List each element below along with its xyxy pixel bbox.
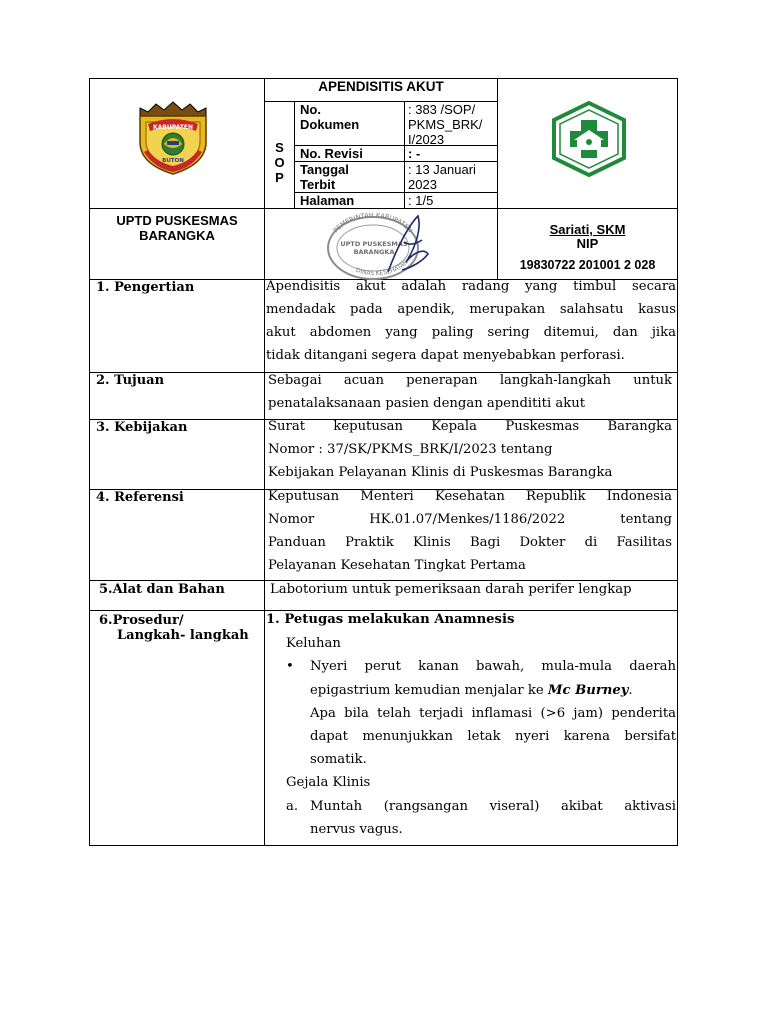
pengertian-line: akut abdomen yang paling sering ditemui, dan jika bbox=[266, 325, 676, 340]
referensi-line: Panduan Praktik Klinis Bagi Dokter di Fasilitas bbox=[268, 535, 672, 550]
keluhan-heading: Keluhan bbox=[286, 636, 341, 651]
signer-nip-label: NIP bbox=[576, 236, 599, 251]
no-revisi-label: No. Revisi bbox=[300, 146, 363, 161]
org-name-line2: BARANGKA bbox=[139, 228, 215, 243]
pengertian-line: Apendisitis akut adalah radang yang timbul secara bbox=[266, 279, 676, 294]
no-revisi-value: : - bbox=[408, 146, 421, 161]
header-mid-divider bbox=[89, 208, 678, 209]
no-dokumen-label: No. Dokumen bbox=[300, 102, 360, 132]
no-dokumen-value: : 383 /SOP/ PKMS_BRK/ I/2023 bbox=[408, 102, 483, 147]
kebijakan-line: Surat keputusan Kepala Puskesmas Barangka bbox=[268, 419, 672, 434]
official-stamp bbox=[318, 210, 438, 282]
signer-name: Sariati, SKM bbox=[549, 222, 626, 237]
column-divider bbox=[264, 78, 265, 846]
pengertian-label: 1. Pengertian bbox=[96, 280, 195, 295]
referensi-line: Keputusan Menteri Kesehatan Republik Indonesia bbox=[268, 489, 672, 504]
sop-letter-p: P bbox=[275, 170, 284, 185]
org-name-line1: UPTD PUSKESMAS bbox=[116, 213, 238, 228]
referensi-line: Nomor HK.01.07/Menkes/1186/2022 tentang bbox=[268, 512, 672, 527]
table-border-right bbox=[677, 78, 678, 846]
halaman-value: : 1/5 bbox=[408, 193, 434, 208]
bullet-line: Apa bila telah terjadi inflamasi (>6 jam) penderita bbox=[310, 706, 676, 721]
gejala-heading: Gejala Klinis bbox=[286, 775, 371, 790]
halaman-label: Halaman bbox=[300, 193, 355, 208]
svg-text:PEMERINTAH KABUPATEN: PEMERINTAH KABUPATEN bbox=[331, 211, 415, 235]
tujuan-label: 2. Tujuan bbox=[96, 373, 165, 388]
table-border-bottom bbox=[89, 845, 678, 846]
svg-text:DINAS KESEHATAN: DINAS KESEHATAN bbox=[354, 258, 410, 278]
sop-letter-o: O bbox=[274, 155, 285, 170]
row-divider-6 bbox=[89, 610, 678, 611]
kebijakan-line: Kebijakan Pelayanan Klinis di Puskesmas Barangka bbox=[268, 465, 613, 480]
kebijakan-label: 3. Kebijakan bbox=[96, 420, 188, 435]
svg-text:KABUPATEN: KABUPATEN bbox=[153, 124, 193, 131]
svg-text:BARANGKA: BARANGKA bbox=[353, 248, 395, 256]
row-divider-5 bbox=[89, 580, 678, 581]
tujuan-line: penatalaksanaan pasien dengan apendititi akut bbox=[268, 396, 586, 411]
bullet-line: dapat menunjukkan letak nyeri karena bersifat bbox=[310, 729, 676, 744]
tanggal-terbit-label: Tanggal Terbit bbox=[300, 162, 349, 192]
alat-bahan-label: 5.Alat dan Bahan bbox=[99, 582, 225, 597]
prosedur-label-line1: 6.Prosedur/ bbox=[99, 613, 184, 628]
puskesmas-logo bbox=[549, 100, 629, 178]
tujuan-line: Sebagai acuan penerapan langkah-langkah untuk bbox=[268, 373, 672, 388]
pengertian-line: tidak ditangani segera dapat menyebabkan perforasi. bbox=[266, 348, 625, 363]
sop-letter-s: S bbox=[275, 140, 284, 155]
svg-text:BUTON: BUTON bbox=[162, 158, 184, 164]
item-a-line: Muntah (rangsangan viseral) akibat aktivasi bbox=[310, 799, 676, 814]
mc-burney-emphasis: Mc Burney bbox=[547, 683, 629, 698]
kebijakan-line: Nomor : 37/SK/PKMS_BRK/I/2023 tentang bbox=[268, 442, 553, 457]
kabupaten-buton-logo bbox=[134, 98, 212, 178]
bullet-mark: • bbox=[286, 659, 294, 674]
item-a-line: nervus vagus. bbox=[310, 822, 403, 837]
alat-bahan-line: Labotorium untuk pemeriksaan darah perifer lengkap bbox=[270, 582, 632, 597]
pengertian-line: mendadak pada apendik, merupakan salahsatu kasus bbox=[266, 302, 676, 317]
tanggal-terbit-value: : 13 Januari 2023 bbox=[408, 162, 476, 192]
referensi-line: Pelayanan Kesehatan Tingkat Pertama bbox=[268, 558, 526, 573]
step1-title: 1. Petugas melakukan Anamnesis bbox=[266, 612, 515, 627]
item-a-mark: a. bbox=[286, 799, 299, 814]
bullet-line bbox=[310, 683, 633, 698]
bullet-line: Nyeri perut kanan bawah, mula-mula daerah bbox=[310, 659, 676, 674]
bullet-line: somatik. bbox=[310, 752, 367, 767]
referensi-label: 4. Referensi bbox=[96, 490, 184, 505]
table-border-left bbox=[89, 78, 90, 846]
bullet-line2-end: . bbox=[628, 683, 633, 698]
svg-text:UPTD PUSKESMAS: UPTD PUSKESMAS bbox=[340, 240, 408, 248]
bullet-line2-text: epigastrium kemudian menjalar ke bbox=[310, 683, 548, 698]
prosedur-label-line2: Langkah- langkah bbox=[117, 628, 249, 643]
signer-nip: 19830722 201001 2 028 bbox=[519, 258, 656, 272]
document-title: APENDISITIS AKUT bbox=[318, 79, 444, 94]
